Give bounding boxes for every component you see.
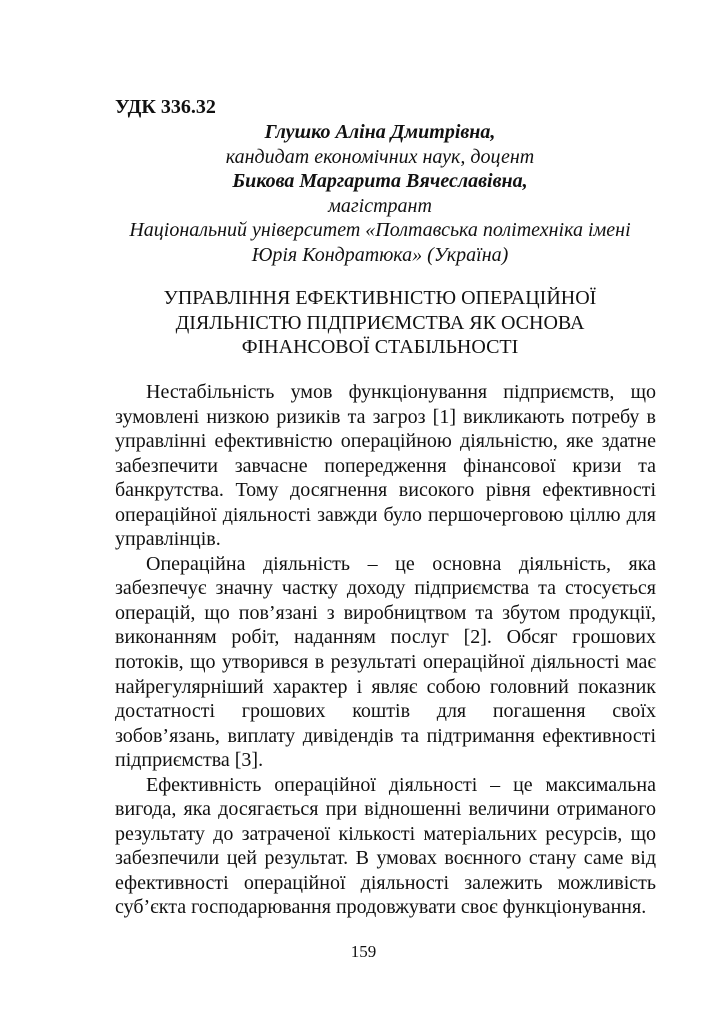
affiliation: Національний університет «Полтавська політехніка імені: [129, 219, 631, 242]
paragraph: [115, 552, 656, 773]
title-line: ДІЯЛЬНІСТЮ ПІДПРИЄМСТВА ЯК ОСНОВА: [175, 311, 585, 334]
udc-code: УДК 336.32: [115, 96, 216, 118]
author-block: [100, 120, 660, 268]
text-line: забезпечили цей результат. В умовах воєнного стану саме від: [115, 847, 656, 870]
paragraph: [115, 380, 656, 552]
text-line: підприємства [3].: [115, 749, 264, 772]
text-line: найрегулярніший характер і являє собою головний показник: [115, 675, 656, 698]
page-number: 159: [350, 942, 377, 961]
title-line: УПРАВЛІННЯ ЕФЕКТИВНІСТЮ ОПЕРАЦІЙНОЇ: [163, 287, 597, 309]
affiliation: Юрія Кондратюка» (Україна): [251, 243, 509, 266]
text-line: забезпечує значну частку доходу підприємства та стосується: [115, 577, 656, 600]
text-line: потоків, що утворився в результаті операційної діяльності має: [115, 651, 656, 674]
paragraph: [115, 773, 656, 920]
text-line: Нестабільність умов функціонування підприємств, що: [146, 381, 656, 403]
text-line: вигода, яка досягається при відношенні величини отриманого: [115, 798, 656, 821]
author-degree: кандидат економічних наук, доцент: [225, 145, 535, 168]
text-line: ефективності операційної діяльності залежить можливість: [115, 871, 656, 894]
article-title: [100, 286, 660, 360]
text-line: зобов’язань, виплату дивідендів та підтримання ефективності: [115, 724, 656, 747]
text-line: операцій, що пов’язані з виробництвом та збутом продукції,: [115, 601, 656, 624]
text-line: забезпечити завчасне попередження фінансової кризи та: [115, 454, 656, 477]
text-line: результату до затраченої кількості матеріальних ресурсів, що: [115, 822, 656, 845]
text-line: Операційна діяльність – це основна діяльність, яка: [146, 552, 656, 575]
text-line: банкрутства. Тому досягнення високого рівня ефективності: [115, 479, 656, 502]
text-line: Ефективність операційної діяльності – це максимальна: [146, 773, 656, 796]
text-line: виконанням робіт, наданням послуг [2]. Обсяг грошових: [115, 626, 656, 649]
article-body: [115, 380, 656, 920]
text-line: зумовлені низкою ризиків та загроз [1] викликають потребу в: [115, 405, 656, 428]
text-line: достатності грошових коштів для погашення своїх: [115, 700, 656, 723]
text-line: управлінні ефективністю операційною діяльністю, яке здатне: [115, 430, 656, 453]
author-degree: магістрант: [328, 194, 432, 217]
title-line: ФІНАНСОВОЇ СТАБІЛЬНОСТІ: [241, 336, 519, 358]
author-name: Бикова Маргарита Вячеславівна,: [232, 170, 528, 193]
text-line: управлінців.: [115, 528, 221, 551]
text-line: операційної діяльності завжди було першочерговою ціллю для: [115, 503, 656, 526]
author-name: Глушко Аліна Дмитрівна,: [264, 121, 496, 143]
text-line: суб’єкта господарювання продовжувати своє функціонування.: [115, 896, 647, 919]
